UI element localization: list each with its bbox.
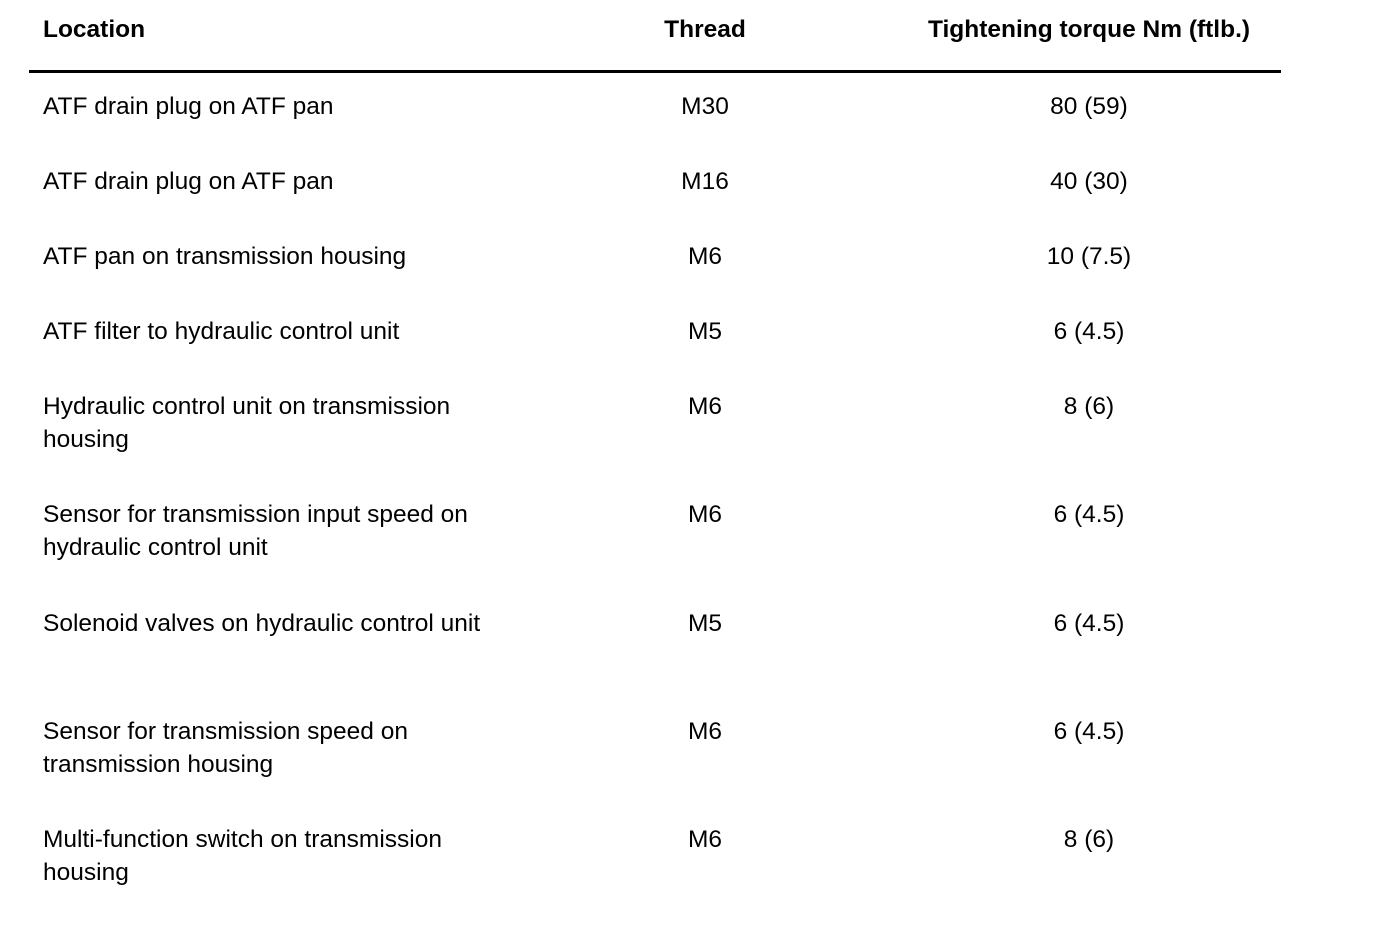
cell-location: ATF pan on transmission housing	[43, 243, 407, 270]
header-thread: Thread	[664, 16, 746, 43]
cell-thread: M6	[687, 826, 723, 853]
cell-torque: 6 (4.5)	[1053, 718, 1125, 745]
cell-thread: M30	[681, 93, 729, 120]
table-header	[29, 0, 1281, 73]
cell-location: ATF drain plug on ATF pan	[43, 168, 334, 195]
cell-location: Solenoid valves on hydraulic control unit	[43, 610, 481, 637]
cell-thread: M6	[687, 243, 723, 270]
cell-thread: M5	[687, 318, 723, 345]
cell-torque: 80 (59)	[1050, 93, 1128, 120]
cell-location: Hydraulic control unit on transmission housing	[43, 393, 451, 453]
cell-location: Sensor for transmission speed on transmission housing	[43, 718, 408, 778]
cell-thread: M6	[687, 393, 723, 420]
cell-torque: 40 (30)	[1050, 168, 1128, 195]
cell-location: ATF filter to hydraulic control unit	[43, 318, 400, 345]
cell-thread: M6	[687, 501, 723, 528]
cell-thread: M6	[687, 718, 723, 745]
cell-torque: 6 (4.5)	[1053, 501, 1125, 528]
cell-location: Sensor for transmission input speed on hydraulic control unit	[43, 501, 468, 561]
cell-thread: M5	[687, 610, 723, 637]
cell-torque: 8 (6)	[1063, 826, 1115, 853]
cell-torque: 6 (4.5)	[1053, 610, 1125, 637]
cell-location: ATF drain plug on ATF pan	[43, 93, 334, 120]
header-torque: Tightening torque Nm (ftlb.)	[927, 16, 1251, 43]
cell-torque: 6 (4.5)	[1053, 318, 1125, 345]
torque-table	[29, 0, 1281, 886]
header-location: Location	[43, 16, 146, 43]
cell-torque: 10 (7.5)	[1046, 243, 1132, 270]
cell-thread: M16	[681, 168, 729, 195]
cell-torque: 8 (6)	[1063, 393, 1115, 420]
cell-location: Multi-function switch on transmission housing	[43, 826, 442, 886]
